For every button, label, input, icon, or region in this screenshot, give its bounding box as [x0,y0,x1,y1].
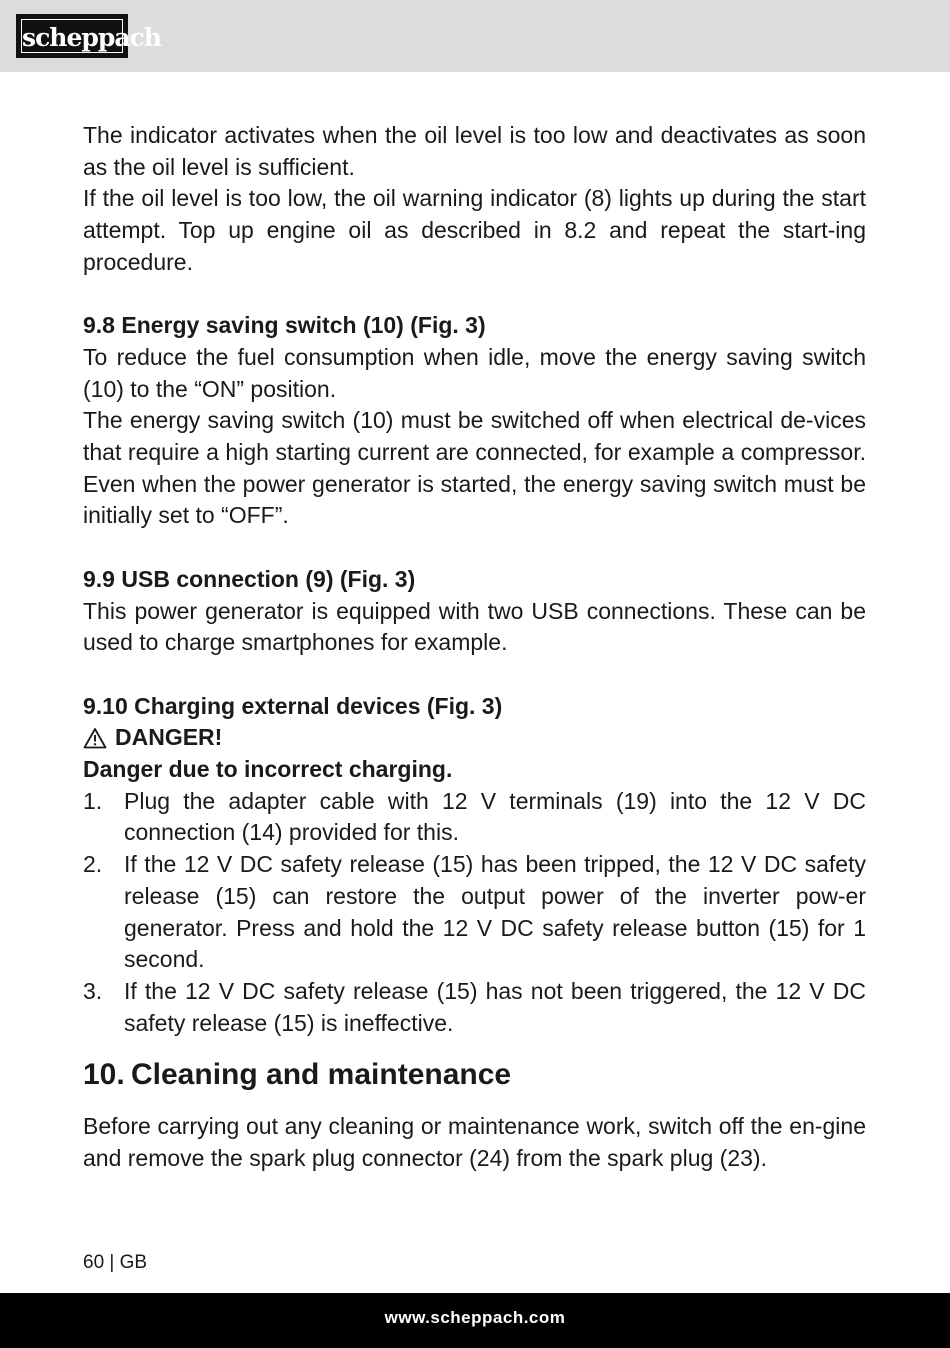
step-text: If the 12 V DC safety release (15) has been tripped, the 12 V DC safety release (15) can restore the output power of the inverter pow-er generator. Press and hold the 12 V DC safety release button (15) for 1 second. [124,851,866,973]
section-9-8-paragraph-2: The energy saving switch (10) must be switched off when electrical de-vices that require a high starting current are connected, for example a compressor. Even when the power generator is started, the energy saving switch must be initially set to “OFF”. [83,407,866,529]
intro-paragraph-1: The indicator activates when the oil level is too low and deactivates as soon as the oil level is sufficient. [83,122,866,180]
intro-paragraph-2: If the oil level is too low, the oil warning indicator (8) lights up during the start attempt. Top up engine oil as described in 8.2 and repeat the start-ing procedure. [83,185,866,275]
page-header [0,0,950,72]
list-item [83,976,866,1039]
step-number: 2. [83,851,103,878]
list-item [83,786,866,849]
scheppach-logo [17,15,161,57]
list-item [83,849,866,976]
charging-steps-list [83,786,866,1040]
section-9-9-paragraph: This power generator is equipped with two USB connections. These can be used to charge smartphones for example. [83,597,866,656]
page-number: 60 | GB [83,1252,148,1273]
section-9-8-paragraph-1: To reduce the fuel consumption when idle, move the energy saving switch (10) to the “ON” position. [83,343,866,402]
section-10-number: 10. [83,1058,125,1092]
step-text: Plug the adapter cable with 12 V terminals (19) into the 12 V DC connection (14) provided for this. [124,787,866,846]
page-content [83,120,866,1175]
section-10-paragraph: Before carrying out any cleaning or maintenance work, switch off the en-gine and remove the spark plug connector (24) from the spark plug (23). [83,1113,866,1172]
danger-heading [83,722,866,754]
danger-text: Danger due to incorrect charging. [83,756,453,783]
logo-text: scheppach [21,19,123,53]
section-10-heading [83,1055,866,1095]
step-number: 3. [83,977,103,1004]
website-link[interactable]: www.scheppach.com [384,1308,566,1327]
step-number: 1. [83,787,103,814]
step-text: If the 12 V DC safety release (15) has not been triggered, the 12 V DC safety release (15) is ineffective. [124,977,866,1036]
section-9-10-title: 9.10 Charging external devices (Fig. 3) [83,692,503,719]
section-10-title: Cleaning and maintenance [131,1058,512,1092]
section-9-9-title: 9.9 USB connection (9) (Fig. 3) [83,565,416,592]
page-footer [0,1293,950,1348]
section-9-8-title: 9.8 Energy saving switch (10) (Fig. 3) [83,312,486,339]
danger-label: DANGER! [115,724,223,751]
warning-triangle-icon [83,727,107,749]
